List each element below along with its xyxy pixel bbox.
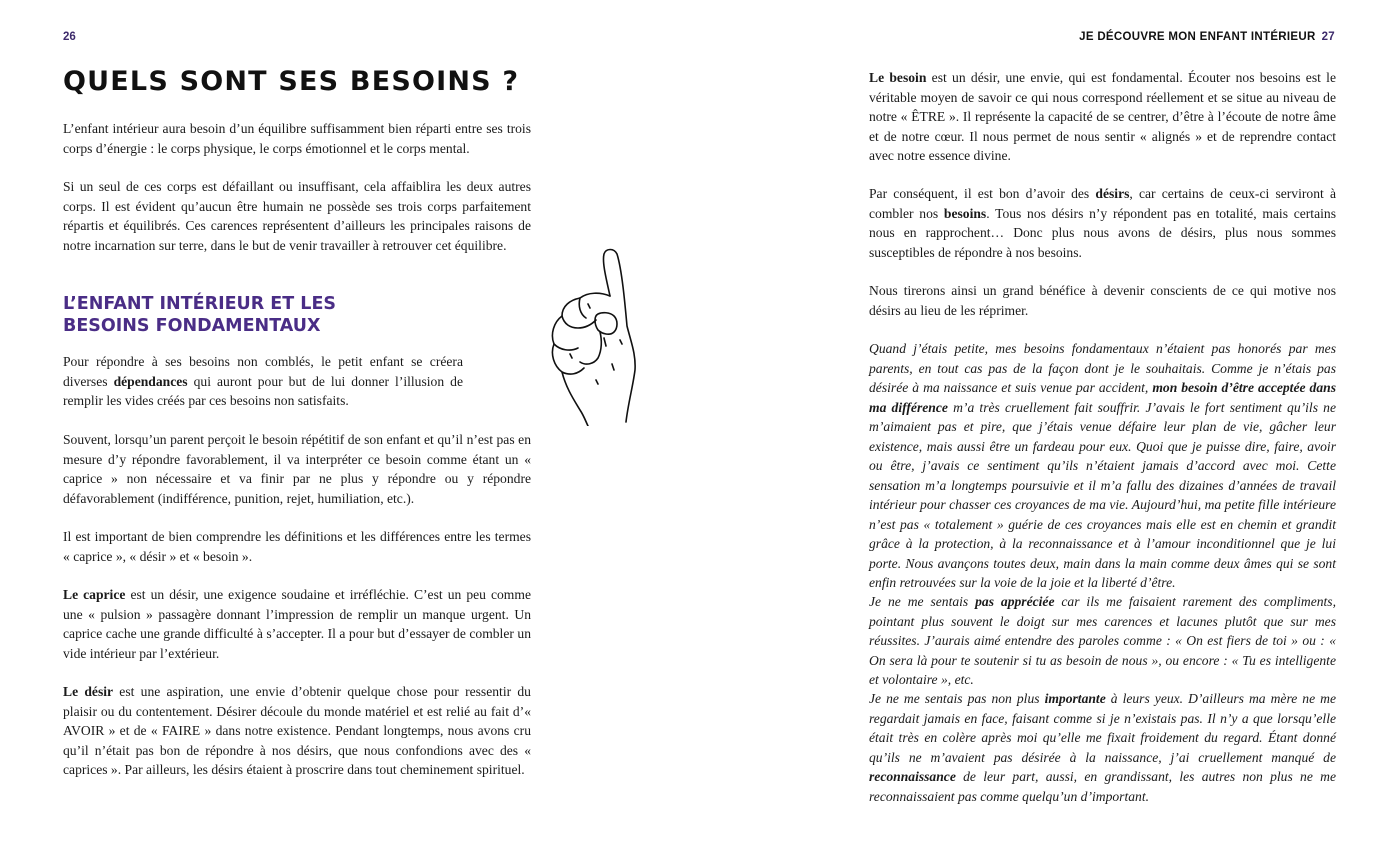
text-run: Par conséquent, il est bon d’avoir des	[869, 186, 1096, 201]
text-run: est un désir, une exigence soudaine et irréfléchie. C’est un peu comme une « pulsion » passagère donnant l’impression de remplir un manque urgent. Un caprice cache une grande difficulté à s’accepter. Il a pour but d’essayer de combler un vide intérieur par l’extérieur.	[63, 587, 531, 661]
page-title: QUELS SONT SES BESOINS ?	[63, 66, 520, 97]
text-run: Quand j’étais petite, mes besoins fondamentaux n’étaient pas honorés par mes parents, en tout cas pas de la façon dont je le souhaitais. Comme je n’étais pas désirée à ma naissance et suis venue par accident,	[869, 341, 1336, 395]
text-run: est une aspiration, une envie d’obtenir quelque chose pour ressentir du plaisir ou du contentement. Désirer découle du monde matériel et est relié au fait d’« AVOIR » et de « FAIRE » dans notre existence. Pendant longtemps, nous avons cru qu’il n’était pas bon de répondre à nos désirs, que nous confondions avec des « caprices ». Par ailleurs, les désirs étaient à proscrire dans tout cheminement spirituel.	[63, 684, 531, 777]
caprice-definition-paragraph	[63, 585, 531, 663]
bold-term: dépendances	[113, 373, 188, 389]
text-run: Je ne me sentais	[869, 594, 976, 609]
testimony-paragraph-3	[869, 689, 1336, 806]
running-head	[1079, 31, 1335, 43]
text-run: qui auront pour but de lui donner l’illusion de remplir les vides créés par ces besoins non satisfaits.	[63, 373, 463, 408]
carences-paragraph: Si un seul de ces corps est défaillant ou insuffisant, cela affaiblira les deux autres corps. Il est évident qu’aucun être humain ne possède ses trois corps parfaitement répartis et équilibrés. Ces carences représentent d’ailleurs les principales raisons de notre incarnation sur terre, dans le but de venir travailler à retrouver cet équilibre.	[63, 179, 531, 253]
testimony-paragraph-1	[869, 339, 1336, 593]
text-run: . Tous nos désirs n’y répondent pas en totalité, mais certains nous en rapprochent… Donc plus nous avons de désirs, plus nous sommes susceptibles de répondre à nos besoins.	[869, 205, 1336, 260]
bold-term: pas appréciée	[975, 594, 1055, 609]
bold-term: Le caprice	[63, 587, 126, 602]
text-run: Je ne me sentais pas non plus	[869, 691, 1045, 706]
bold-term: désirs	[1095, 186, 1130, 201]
intro-paragraph: L’enfant intérieur aura besoin d’un équilibre suffisamment bien réparti entre ses trois corps d’énergie : le corps physique, le corps émotionnel et le corps mental.	[63, 121, 531, 156]
left-page-number: 26	[63, 31, 76, 43]
besoin-definition-paragraph	[869, 68, 1336, 166]
bold-term: mon besoin d’être acceptée dans ma différence	[869, 380, 1336, 415]
text-run: de leur part, aussi, en grandissant, les autres non plus ne me reconnaissaient pas comme quelqu’un d’important.	[869, 769, 1336, 804]
section-subtitle: L’ENFANT INTÉRIEUR ET LES BESOINS FONDAMENTAUX	[63, 294, 337, 336]
right-page-number: 27	[1321, 31, 1335, 43]
benefice-paragraph: Nous tirerons ainsi un grand bénéfice à devenir conscients de ce qui motive nos désirs au lieu de les réprimer.	[869, 283, 1336, 318]
text-run: Pour répondre à ses besoins non comblés, le petit enfant se créera diverses	[63, 354, 463, 389]
consequence-paragraph	[869, 184, 1336, 262]
desir-definition-paragraph	[63, 682, 531, 780]
definitions-paragraph: Il est important de bien comprendre les définitions et les différences entre les termes « caprice », « désir » et « besoin ».	[63, 529, 531, 564]
text-run: est un désir, une envie, qui est fondamental. Écouter nos besoins est le véritable moyen de savoir ce qui nous correspond réellement et se situe au niveau de notre « ÊTRE ». Il représente la capacité de se centrer, d’être à l’écoute de notre âme et de notre cœur. Il nous permet de nous sentir « alignés » et de reprendre contact avec notre essence divine.	[869, 70, 1336, 163]
dependances-paragraph	[63, 352, 463, 411]
text-run: , car certains de ceux-ci serviront à combler nos	[869, 186, 1336, 221]
bold-term: Le besoin	[869, 70, 927, 85]
testimony-paragraph-2	[869, 592, 1336, 690]
text-run: m’a très cruellement fait souffrir. J’avais le fort sentiment qu’ils ne m’aimaient pas et pire, que j’étais venue défaire leur plan de vie, gâcher leur existence, mais aussi être un fardeau pour eux. Quoi que je puisse dire, faire, avoir ou être, j’avais ce sentiment qu’ils n’étaient jamais d’accord avec moi. Cette sensation m’a longtemps poursuivie et il m’a fallu des dizaines d’années de travail intérieur pour chasser ces croyances de ma vie. Aujourd’hui, ma petite fille intérieure n’est pas « totalement » guérie de ces croyances mais elle est en chemin et grandit grâce à la protection, à la reconnaissance et à l’amour inconditionnel que je lui porte. Nous avançons toutes deux, main dans la main comme deux âmes qui se sont enfin retrouvées sur la voie de la joie et la liberté d’être.	[869, 399, 1336, 590]
bold-term: Le désir	[63, 684, 114, 699]
text-run: à leurs yeux. D’ailleurs ma mère ne me regardait jamais en face, faisant comme si je n’existais pas. Il n’y a que lorsqu’elle était très en colère après moi qu’elle me fixait froidement du regard. Étant donné qu’ils ne m’avaient pas désirée à la naissance, j’ai cruellement manqué de	[869, 691, 1336, 765]
pointing-hand-icon	[540, 244, 644, 426]
bold-term: besoins	[943, 205, 987, 221]
text-run: car ils me faisaient rarement des compliments, pointant plus souvent le doigt sur mes carences et lacunes plutôt que sur mes réussites. J’aurais aimé entendre des paroles comme : « On est fiers de toi » ou : « On sera là pour te soutenir si tu as besoin de nous », ou encore : « Tu es intelligente et volontaire », etc.	[869, 594, 1336, 687]
running-head-title: JE DÉCOUVRE MON ENFANT INTÉRIEUR	[1079, 31, 1316, 43]
bold-term: reconnaissance	[869, 769, 956, 784]
bold-term: importante	[1044, 691, 1106, 706]
caprice-interpretation-paragraph: Souvent, lorsqu’un parent perçoit le besoin répétitif de son enfant et qu’il n’est pas en mesure d’y répondre favorablement, il va interpréter ce besoin comme étant un « caprice » non nécessaire et va finir par ne plus y répondre ou y répondre défavorablement (indifférence, punition, rejet, humiliation, etc.).	[63, 432, 531, 506]
